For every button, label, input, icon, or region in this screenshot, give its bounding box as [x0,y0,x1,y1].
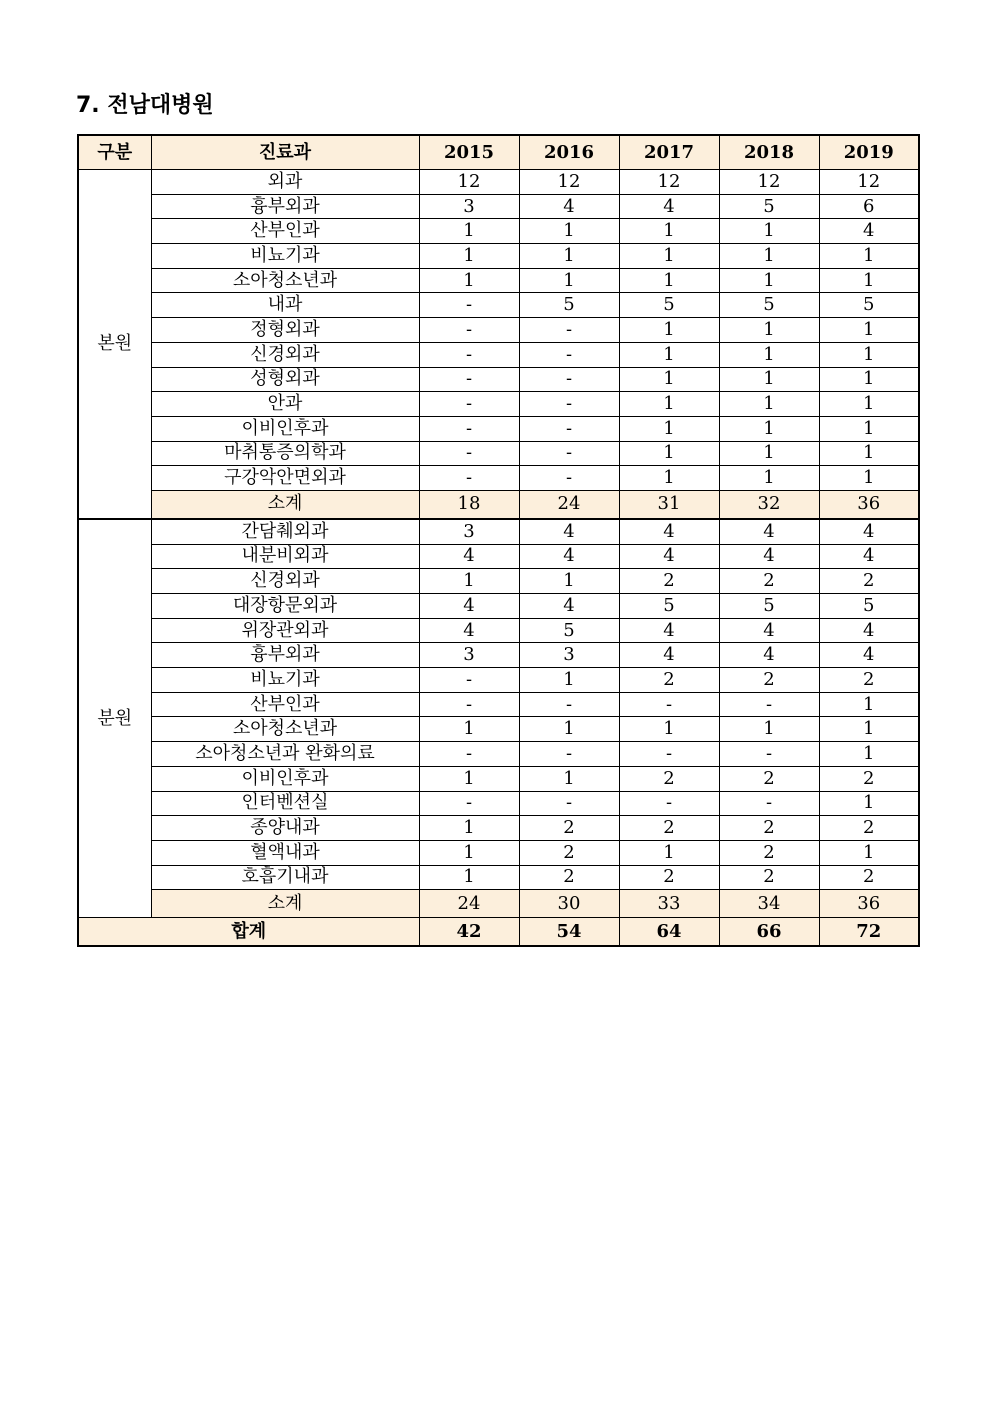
value-cell: 2 [819,569,919,594]
value-cell: 2 [719,865,819,890]
dept-cell: 인터벤션실 [151,791,419,816]
dept-cell: 대장항문외과 [151,594,419,619]
table-row [78,816,919,841]
value-cell: 2 [819,816,919,841]
value-cell: - [419,367,519,392]
value-cell: 12 [619,170,719,195]
dept-cell: 소아청소년과 [151,717,419,742]
value-cell: 1 [419,268,519,293]
value-cell: 1 [819,342,919,367]
table-row [78,367,919,392]
value-cell: 1 [719,342,819,367]
value-cell: 4 [419,618,519,643]
value-cell: - [719,692,819,717]
value-cell: 4 [419,594,519,619]
subtotal-value: 30 [519,890,619,918]
value-cell: 4 [819,618,919,643]
value-cell: - [619,742,719,767]
dept-cell: 정형외과 [151,318,419,343]
dept-cell: 신경외과 [151,342,419,367]
subtotal-value: 24 [519,490,619,519]
value-cell: - [519,742,619,767]
dept-cell: 혈액내과 [151,840,419,865]
value-cell: 2 [519,865,619,890]
table-row [78,519,919,544]
value-cell: - [419,742,519,767]
table-row [78,569,919,594]
table-row [78,170,919,195]
subtotal-value: 36 [819,890,919,918]
value-cell: 1 [519,766,619,791]
header-year: 2019 [819,135,919,170]
table-row [78,416,919,441]
dept-cell: 성형외과 [151,367,419,392]
value-cell: - [719,742,819,767]
value-cell: - [419,392,519,417]
value-cell: 2 [719,569,819,594]
value-cell: - [419,416,519,441]
dept-cell: 간담췌외과 [151,519,419,544]
value-cell: - [419,668,519,693]
value-cell: 1 [819,244,919,269]
table-row [78,791,919,816]
value-cell: 1 [619,219,719,244]
value-cell: 1 [819,840,919,865]
value-cell: 1 [619,466,719,491]
value-cell: 4 [619,519,719,544]
table-row [78,466,919,491]
staff-table [77,134,920,947]
value-cell: 1 [719,392,819,417]
value-cell: 3 [519,643,619,668]
value-cell: 1 [719,717,819,742]
table-row [78,717,919,742]
value-cell: 2 [519,840,619,865]
value-cell: - [519,692,619,717]
value-cell: 3 [419,194,519,219]
value-cell: 1 [719,219,819,244]
value-cell: 1 [519,219,619,244]
value-cell: 4 [819,519,919,544]
value-cell: - [419,293,519,318]
dept-cell: 흉부외과 [151,643,419,668]
dept-cell: 산부인과 [151,219,419,244]
value-cell: 1 [419,865,519,890]
dept-cell: 산부인과 [151,692,419,717]
table-row [78,194,919,219]
value-cell: 4 [819,219,919,244]
value-cell: 5 [619,594,719,619]
section-label: 본원 [78,170,151,519]
value-cell: 4 [519,519,619,544]
subtotal-value: 18 [419,490,519,519]
value-cell: 2 [619,668,719,693]
table-row [78,865,919,890]
total-value: 42 [419,918,519,947]
subtotal-value: 32 [719,490,819,519]
table-row [78,219,919,244]
value-cell: 5 [819,594,919,619]
value-cell: 1 [819,416,919,441]
dept-cell: 종양내과 [151,816,419,841]
value-cell: 2 [819,865,919,890]
value-cell: 2 [619,569,719,594]
value-cell: 2 [719,816,819,841]
value-cell: 5 [719,194,819,219]
subtotal-label: 소계 [151,490,419,519]
value-cell: 4 [719,618,819,643]
total-label: 합계 [78,918,419,947]
table-row [78,392,919,417]
value-cell: 4 [719,544,819,569]
value-cell: 1 [419,766,519,791]
value-cell: 2 [619,865,719,890]
header-dept: 진료과 [151,135,419,170]
value-cell: 12 [519,170,619,195]
dept-cell: 안과 [151,392,419,417]
table-row [78,268,919,293]
value-cell: - [519,392,619,417]
dept-cell: 위장관외과 [151,618,419,643]
header-year: 2018 [719,135,819,170]
value-cell: 5 [519,293,619,318]
value-cell: - [519,466,619,491]
subtotal-value: 33 [619,890,719,918]
value-cell: 2 [619,816,719,841]
value-cell: 4 [619,544,719,569]
value-cell: 3 [419,519,519,544]
value-cell: 1 [719,466,819,491]
header-year: 2017 [619,135,719,170]
value-cell: - [619,791,719,816]
subtotal-row [78,490,919,519]
section-label: 분원 [78,519,151,918]
value-cell: 1 [719,416,819,441]
value-cell: 1 [619,416,719,441]
value-cell: 1 [719,244,819,269]
value-cell: 1 [719,318,819,343]
dept-cell: 호흡기내과 [151,865,419,890]
table-row [78,244,919,269]
dept-cell: 구강악안면외과 [151,466,419,491]
value-cell: 3 [419,643,519,668]
subtotal-value: 31 [619,490,719,519]
subtotal-value: 36 [819,490,919,519]
value-cell: - [419,441,519,466]
value-cell: 1 [519,668,619,693]
total-row [78,918,919,947]
page-title: 7. 전남대병원 [76,93,214,118]
value-cell: 2 [719,840,819,865]
table-row [78,441,919,466]
value-cell: 12 [419,170,519,195]
dept-cell: 마취통증의학과 [151,441,419,466]
value-cell: 4 [519,544,619,569]
dept-cell: 이비인후과 [151,766,419,791]
value-cell: - [519,791,619,816]
dept-cell: 외과 [151,170,419,195]
value-cell: 1 [619,342,719,367]
value-cell: 4 [819,643,919,668]
table-row [78,618,919,643]
table-row [78,840,919,865]
dept-cell: 내과 [151,293,419,318]
value-cell: 4 [719,519,819,544]
value-cell: 2 [719,766,819,791]
value-cell: - [419,466,519,491]
value-cell: 1 [619,392,719,417]
value-cell: 1 [819,268,919,293]
value-cell: 1 [619,840,719,865]
value-cell: - [519,318,619,343]
total-value: 64 [619,918,719,947]
value-cell: 1 [819,367,919,392]
dept-cell: 소아청소년과 완화의료 [151,742,419,767]
table-row [78,544,919,569]
value-cell: 4 [619,643,719,668]
value-cell: 1 [819,717,919,742]
value-cell: 4 [819,544,919,569]
value-cell: 1 [419,816,519,841]
header-year: 2016 [519,135,619,170]
value-cell: 2 [719,668,819,693]
value-cell: 2 [619,766,719,791]
value-cell: 4 [619,194,719,219]
value-cell: - [719,791,819,816]
value-cell: - [519,367,619,392]
table-row [78,766,919,791]
value-cell: 1 [519,244,619,269]
dept-cell: 소아청소년과 [151,268,419,293]
value-cell: 1 [819,791,919,816]
table-row [78,668,919,693]
dept-cell: 신경외과 [151,569,419,594]
value-cell: 1 [619,318,719,343]
value-cell: 4 [419,544,519,569]
subtotal-row [78,890,919,918]
value-cell: 1 [819,318,919,343]
value-cell: 1 [519,268,619,293]
value-cell: - [419,692,519,717]
value-cell: 5 [519,618,619,643]
value-cell: 1 [719,367,819,392]
value-cell: 1 [819,742,919,767]
value-cell: - [519,441,619,466]
dept-cell: 흉부외과 [151,194,419,219]
value-cell: 2 [819,766,919,791]
subtotal-label: 소계 [151,890,419,918]
value-cell: 12 [719,170,819,195]
value-cell: 2 [519,816,619,841]
table-header [78,135,919,170]
value-cell: 1 [819,692,919,717]
value-cell: 1 [619,367,719,392]
dept-cell: 비뇨기과 [151,668,419,693]
value-cell: 6 [819,194,919,219]
value-cell: 1 [619,268,719,293]
value-cell: 5 [719,594,819,619]
table-row [78,692,919,717]
value-cell: 12 [819,170,919,195]
value-cell: 1 [819,441,919,466]
dept-cell: 내분비외과 [151,544,419,569]
value-cell: - [519,416,619,441]
table-row [78,742,919,767]
dept-cell: 이비인후과 [151,416,419,441]
subtotal-value: 34 [719,890,819,918]
header-year: 2015 [419,135,519,170]
value-cell: 1 [619,717,719,742]
value-cell: 1 [619,441,719,466]
dept-cell: 비뇨기과 [151,244,419,269]
value-cell: 1 [419,219,519,244]
table-row [78,293,919,318]
table-row [78,643,919,668]
value-cell: 4 [519,194,619,219]
table-row [78,342,919,367]
value-cell: 4 [519,594,619,619]
value-cell: 5 [719,293,819,318]
total-value: 72 [819,918,919,947]
header-group: 구분 [78,135,151,170]
value-cell: 1 [419,717,519,742]
value-cell: 1 [619,244,719,269]
value-cell: 2 [819,668,919,693]
value-cell: 1 [419,244,519,269]
value-cell: 1 [819,466,919,491]
total-value: 54 [519,918,619,947]
value-cell: 1 [519,569,619,594]
value-cell: 1 [519,717,619,742]
value-cell: 5 [819,293,919,318]
total-value: 66 [719,918,819,947]
value-cell: 1 [719,441,819,466]
value-cell: - [419,342,519,367]
value-cell: 4 [719,643,819,668]
table-row [78,594,919,619]
value-cell: 1 [419,840,519,865]
value-cell: 1 [819,392,919,417]
table-row [78,318,919,343]
value-cell: 4 [619,618,719,643]
value-cell: 1 [419,569,519,594]
value-cell: 1 [719,268,819,293]
value-cell: - [419,791,519,816]
value-cell: - [519,342,619,367]
value-cell: - [619,692,719,717]
value-cell: - [419,318,519,343]
subtotal-value: 24 [419,890,519,918]
value-cell: 5 [619,293,719,318]
